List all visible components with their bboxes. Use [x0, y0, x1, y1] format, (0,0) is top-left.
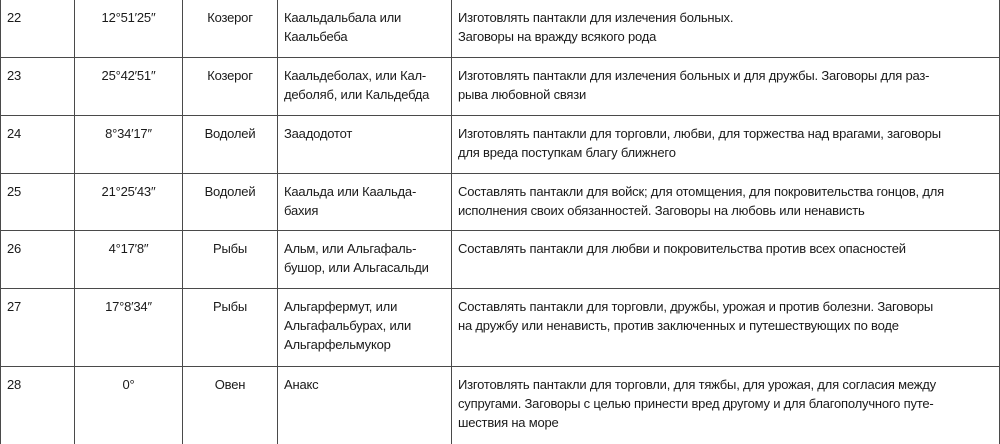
- table-row: [1, 367, 1000, 444]
- mansion-number: 27: [7, 297, 68, 316]
- degree-cell: [75, 231, 183, 289]
- mansion-name-cell: [278, 116, 452, 174]
- usage-line: супругами. Заговоры с целью принести вред другому и для благополучного путе-: [458, 394, 993, 413]
- degree-value: 12°51′25′′: [81, 8, 176, 27]
- mansion-number-cell: [1, 367, 75, 444]
- usage-line: Изготовлять пантакли для излечения больных.: [458, 8, 993, 27]
- mansion-name-cell: [278, 58, 452, 116]
- table-row: [1, 58, 1000, 116]
- zodiac-sign-cell: [183, 231, 278, 289]
- mansion-name-line: Альгафальбурах, или: [284, 316, 445, 335]
- zodiac-sign-cell: [183, 116, 278, 174]
- table-row: [1, 116, 1000, 174]
- mansion-name-line: Альгарфермут, или: [284, 297, 445, 316]
- mansion-number: 26: [7, 239, 68, 258]
- degree-value: 0°: [81, 375, 176, 394]
- mansion-name-cell: [278, 231, 452, 289]
- mansion-number-cell: [1, 58, 75, 116]
- usage-cell: [452, 0, 1000, 58]
- zodiac-sign-cell: [183, 174, 278, 231]
- usage-line: на дружбу или ненависть, против заключенных и путешествующих по воде: [458, 316, 993, 335]
- degree-cell: [75, 58, 183, 116]
- mansion-name-line: бахия: [284, 201, 445, 220]
- usage-cell: [452, 58, 1000, 116]
- mansion-number-cell: [1, 289, 75, 367]
- mansion-name-line: Заадодотот: [284, 124, 445, 143]
- degree-cell: [75, 174, 183, 231]
- usage-line: Изготовлять пантакли для излечения больных и для дружбы. Заговоры для раз-: [458, 66, 993, 85]
- mansion-number-cell: [1, 174, 75, 231]
- degree-value: 25°42′51′′: [81, 66, 176, 85]
- mansion-number: 22: [7, 8, 68, 27]
- usage-line: рыва любовной связи: [458, 85, 993, 104]
- mansion-number: 28: [7, 375, 68, 394]
- mansion-number-cell: [1, 116, 75, 174]
- usage-line: шествия на море: [458, 413, 993, 432]
- degree-value: 17°8′34′′: [81, 297, 176, 316]
- zodiac-sign: Водолей: [189, 182, 271, 201]
- zodiac-sign: Козерог: [189, 8, 271, 27]
- mansion-number: 24: [7, 124, 68, 143]
- mansion-name-line: Каальдальбала или: [284, 8, 445, 27]
- zodiac-sign-cell: [183, 58, 278, 116]
- zodiac-sign: Рыбы: [189, 239, 271, 258]
- mansion-name-line: деболяб, или Кальдебда: [284, 85, 445, 104]
- usage-cell: [452, 289, 1000, 367]
- zodiac-sign-cell: [183, 367, 278, 444]
- degree-value: 8°34′17′′: [81, 124, 176, 143]
- table-row: [1, 174, 1000, 231]
- usage-line: Составлять пантакли для войск; для отомщения, для покровительства гонцов, для: [458, 182, 993, 201]
- zodiac-sign: Овен: [189, 375, 271, 394]
- table-row: [1, 289, 1000, 367]
- degree-cell: [75, 0, 183, 58]
- mansion-name-line: бушор, или Альгасальди: [284, 258, 445, 277]
- usage-line: Составлять пантакли для торговли, дружбы, урожая и против болезни. Заговоры: [458, 297, 993, 316]
- zodiac-sign-cell: [183, 0, 278, 58]
- zodiac-sign-cell: [183, 289, 278, 367]
- mansion-name-line: Каальдеболах, или Кал-: [284, 66, 445, 85]
- mansion-number: 23: [7, 66, 68, 85]
- mansion-name-line: Альм, или Альгафаль-: [284, 239, 445, 258]
- table-row: [1, 231, 1000, 289]
- mansion-name-cell: [278, 289, 452, 367]
- mansion-number-cell: [1, 231, 75, 289]
- degree-cell: [75, 367, 183, 444]
- mansion-name-cell: [278, 0, 452, 58]
- mansion-number: 25: [7, 182, 68, 201]
- usage-line: Составлять пантакли для любви и покровительства против всех опасностей: [458, 239, 993, 258]
- usage-line: Изготовлять пантакли для торговли, любви, для торжества над врагами, заговоры: [458, 124, 993, 143]
- mansion-number-cell: [1, 0, 75, 58]
- zodiac-sign: Рыбы: [189, 297, 271, 316]
- zodiac-sign: Козерог: [189, 66, 271, 85]
- mansion-name-cell: [278, 367, 452, 444]
- mansion-name-line: Каальбеба: [284, 27, 445, 46]
- mansion-name-line: Каальда или Каальда-: [284, 182, 445, 201]
- usage-line: для вреда поступкам благу ближнего: [458, 143, 993, 162]
- usage-cell: [452, 116, 1000, 174]
- mansion-name-cell: [278, 174, 452, 231]
- zodiac-sign: Водолей: [189, 124, 271, 143]
- usage-cell: [452, 174, 1000, 231]
- usage-cell: [452, 231, 1000, 289]
- usage-line: исполнения своих обязанностей. Заговоры на любовь или ненависть: [458, 201, 993, 220]
- mansion-name-line: Анакс: [284, 375, 445, 394]
- usage-line: Изготовлять пантакли для торговли, для тяжбы, для урожая, для согласия между: [458, 375, 993, 394]
- mansion-name-line: Альгарфельмукор: [284, 335, 445, 354]
- degree-cell: [75, 289, 183, 367]
- table-row: [1, 0, 1000, 58]
- degree-value: 4°17′8′′: [81, 239, 176, 258]
- degree-cell: [75, 116, 183, 174]
- usage-cell: [452, 367, 1000, 444]
- degree-value: 21°25′43′′: [81, 182, 176, 201]
- usage-line: Заговоры на вражду всякого рода: [458, 27, 993, 46]
